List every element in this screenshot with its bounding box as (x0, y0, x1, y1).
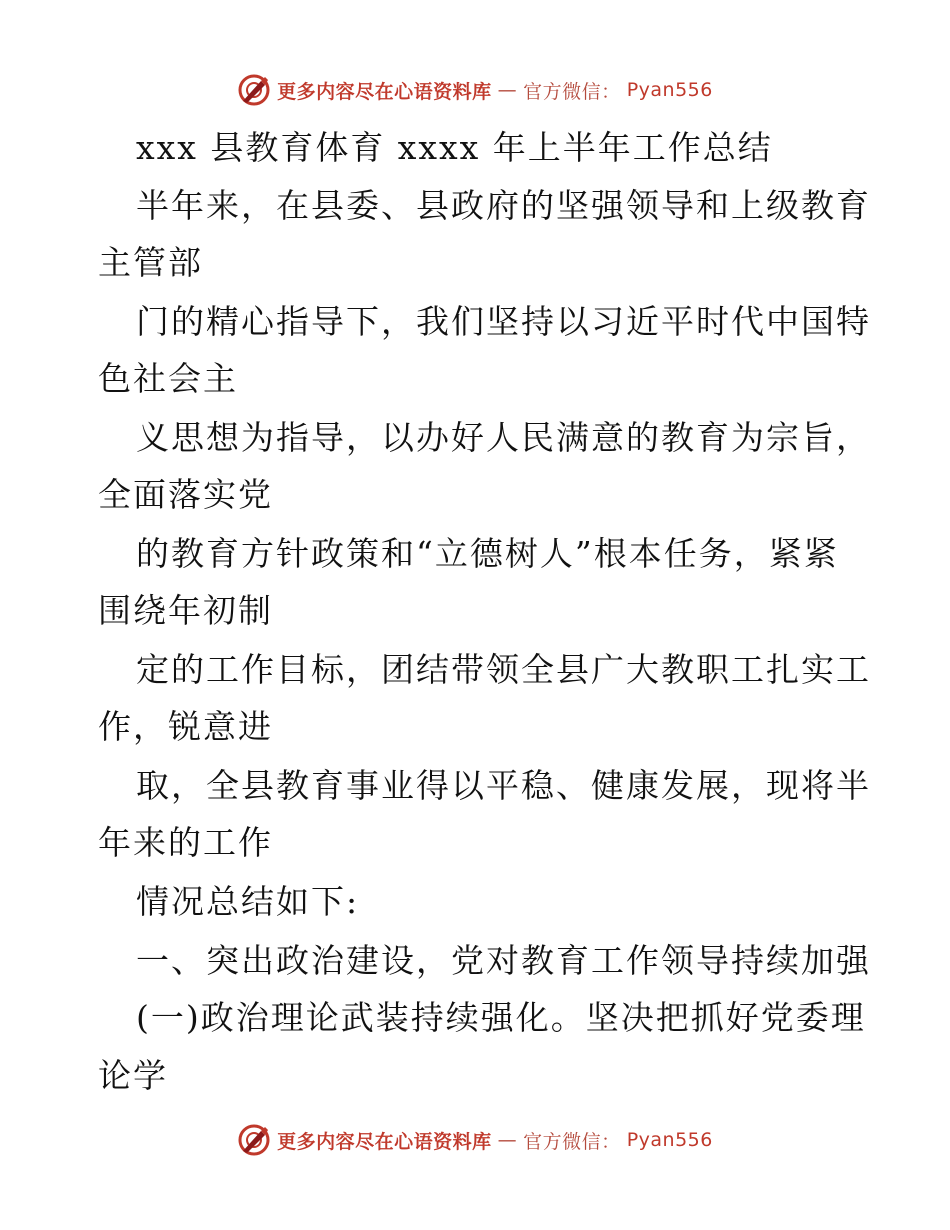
section-heading: 一、突出政治建设，党对教育工作领导持续加强 (136, 941, 871, 980)
header-banner (0, 72, 950, 108)
pen-logo-icon (237, 73, 271, 107)
document-title: xxx 县教育体育 xxxx 年上半年工作总结 (136, 128, 773, 167)
banner-dash: — (497, 79, 518, 101)
pen-logo-icon (237, 1123, 271, 1157)
paragraph-line: 作，锐意进 (98, 707, 273, 746)
footer-banner (0, 1122, 950, 1158)
banner-dash: — (497, 1129, 518, 1151)
paragraph-line: 全面落实党 (98, 475, 273, 514)
banner-wechat-id: Pyan556 (626, 79, 713, 101)
banner-title: 更多内容尽在心语资料库 (277, 1130, 492, 1153)
paragraph-line: 门的精心指导下，我们坚持以习近平时代中国特 (136, 302, 871, 341)
banner-wechat-id: Pyan556 (626, 1129, 713, 1151)
paragraph-line: 的教育方针政策和“立德树人”根本任务，紧紧 (136, 534, 839, 573)
banner-wechat-label: 官方微信： (523, 1130, 621, 1153)
banner-wechat-label: 官方微信： (523, 80, 621, 103)
paragraph-line: 取，全县教育事业得以平稳、健康发展，现将半 (136, 766, 871, 805)
paragraph-line: 色社会主 (98, 359, 238, 398)
paragraph-line: 半年来，在县委、县政府的坚强领导和上级教育 (136, 186, 871, 225)
paragraph-line: 主管部 (98, 243, 203, 282)
paragraph-line: 论学 (98, 1056, 168, 1095)
paragraph-line: 情况总结如下: (136, 882, 360, 921)
banner-title: 更多内容尽在心语资料库 (277, 80, 492, 103)
paragraph-line: 年来的工作 (98, 823, 273, 862)
paragraph-line: 围绕年初制 (98, 591, 273, 630)
paragraph-line: 定的工作目标，团结带领全县广大教职工扎实工 (136, 650, 871, 689)
paragraph-line: 义思想为指导，以办好人民满意的教育为宗旨， (136, 418, 871, 457)
subsection-heading: (一)政治理论武装持续强化。坚决把抓好党委理 (136, 998, 866, 1037)
